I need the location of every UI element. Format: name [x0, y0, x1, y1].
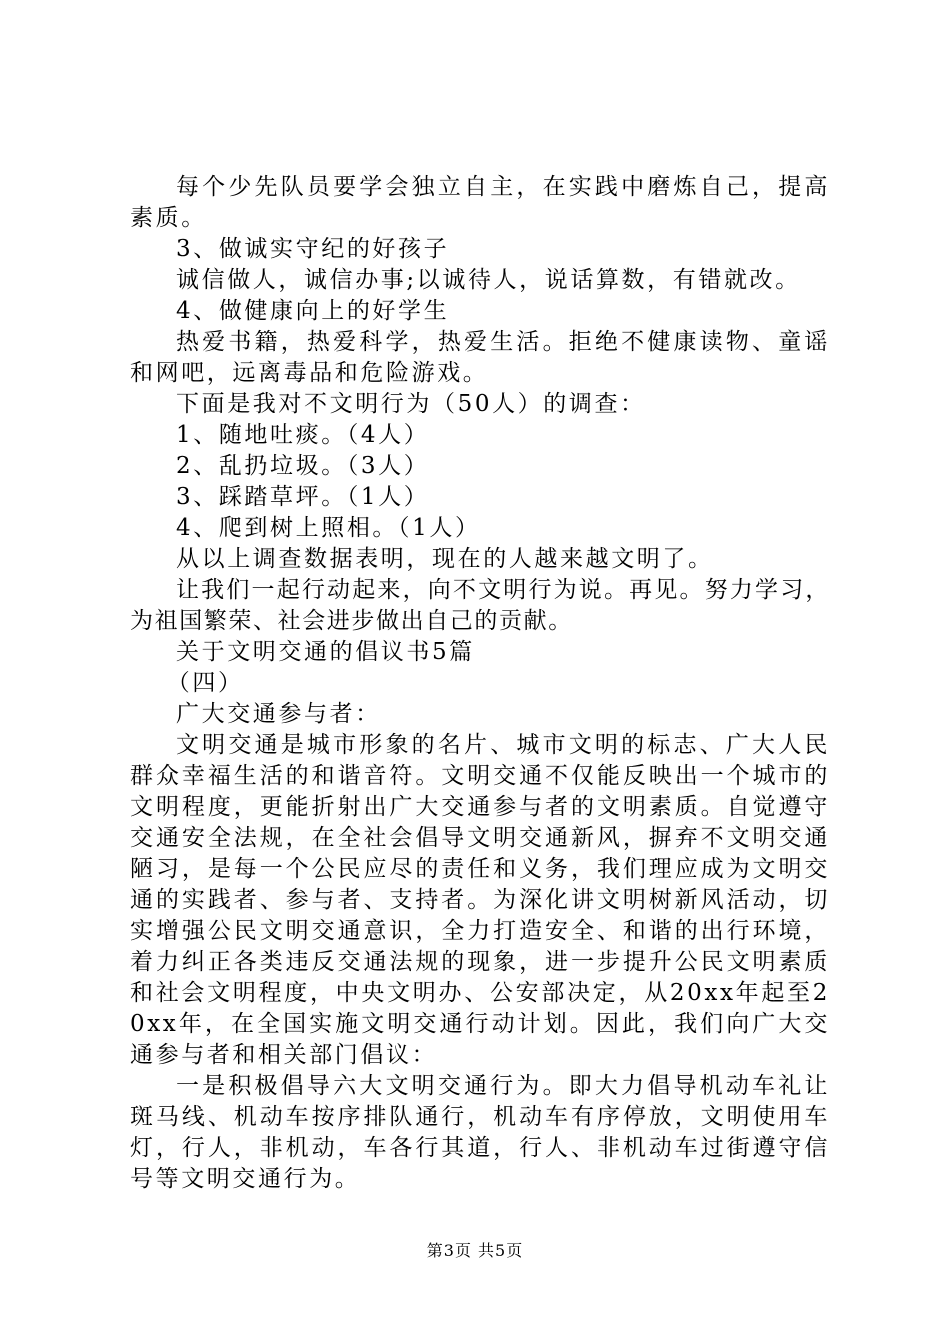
- document-title: 关于文明交通的倡议书5篇: [176, 639, 475, 665]
- paragraph: 文明交通是城市形象的名片、城市文明的标志、广大人民群众幸福生活的和谐音符。文明交通不仅能反映出一个城市的文明程度，更能折射出广大交通参与者的文明素质。自觉遵守交通安全法规，在全社会倡导文明交通新风，摒弃不文明交通陋习，是每一个公民应尽的责任和义务，我们理应成为文明交通的实践者、参与者、支持者。为深化讲文明树新风活动，切实增强公民文明交通意识，全力打造安全、和谐的出行环境，着力纠正各类违反交通法规的现象，进一步提升公民文明素质和社会文明程度，中央文明办、公安部决定，从20xx年起至20xx年，在全国实施文明交通行动计划。因此，我们向广大交通参与者和相关部门倡议：: [130, 732, 830, 1068]
- paragraph: 下面是我对不文明行为（50人）的调查：: [176, 391, 646, 417]
- paragraph: 诚信做人，诚信办事;以诚待人，说话算数，有错就改。: [176, 267, 801, 293]
- page-footer: 第3页 共5页: [426, 1241, 524, 1260]
- paragraph: 一是积极倡导六大文明交通行为。即大力倡导机动车礼让斑马线、机动车按序排队通行，机动车有序停放，文明使用车灯，行人，非机动，车各行其道，行人、非机动车过街遵守信号等文明交通行为。: [130, 1073, 830, 1192]
- list-item: 3、踩踏草坪。（1人）: [176, 484, 430, 510]
- document-body: [130, 172, 830, 1195]
- section-number: （四）: [166, 670, 244, 696]
- salutation: 广大交通参与者：: [176, 701, 381, 727]
- paragraph: 每个少先队员要学会独立自主，在实践中磨炼自己，提高素质。: [130, 174, 830, 231]
- list-item: 1、随地吐痰。（4人）: [176, 422, 430, 448]
- list-item: 2、乱扔垃圾。（3人）: [176, 453, 430, 479]
- section-heading: 3、做诚实守纪的好孩子: [176, 236, 450, 262]
- paragraph: 热爱书籍，热爱科学，热爱生活。拒绝不健康读物、童谣和网吧，远离毒品和危险游戏。: [130, 329, 830, 386]
- section-heading: 4、做健康向上的好学生: [176, 298, 450, 324]
- paragraph: 从以上调查数据表明，现在的人越来越文明了。: [176, 546, 714, 572]
- paragraph: 让我们一起行动起来，向不文明行为说。再见。努力学习，为祖国繁荣、社会进步做出自己的贡献。: [130, 577, 830, 634]
- list-item: 4、爬到树上照相。（1人）: [176, 515, 481, 541]
